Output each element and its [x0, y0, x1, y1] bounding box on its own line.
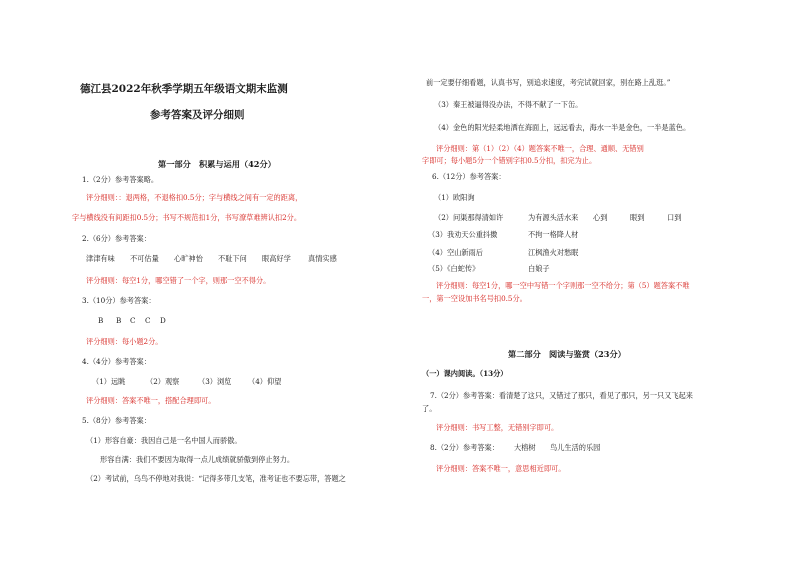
q6-answer-3a: （3）我劝天公重抖擞 [428, 230, 498, 239]
q4-answer-1: （1）远眺 [92, 377, 126, 386]
document-title: 德江县2022年秋季学期五年级语文期末监测 [80, 83, 288, 95]
q4-rule: 评分细则：答案不唯一，搭配合理即可。 [86, 396, 216, 405]
q5-answer-2-continued: 前一定要仔细看题，认真书写，别追求速度，考完试就回家，别在路上乱逛。” [426, 78, 671, 87]
document-subtitle: 参考答案及评分细则 [150, 109, 245, 121]
q5-answer-4: （4）金色的阳光轻柔地洒在海面上，远远看去，海水一半是金色，一半是蓝色。 [434, 123, 691, 132]
q6-answer-3b: 不拘一格降人材 [528, 230, 579, 239]
q6-answer-2a: （2）问渠那得清如许 [434, 213, 504, 222]
q2-word-6: 真情实感 [308, 254, 337, 263]
q4-answer-3: （3）浏览 [198, 377, 232, 386]
q7-line1: 7.（2分）参考答案：看清楚了这只，又错过了那只，看见了那只，另一只又飞起来 [430, 391, 693, 400]
q3-rule: 评分细则：每小题2分。 [86, 337, 163, 346]
q3-answer-4: C [145, 316, 151, 325]
q6-rule-line1: 评分细则：每空1分，哪一空中写错一个字则那一空不给分；第（5）题答案不唯 [436, 281, 690, 290]
q3-answer-5: D [160, 316, 166, 325]
q6-answer-2c: 心到 [593, 213, 608, 222]
q6-answer-5a: （5）《白蛇传》 [428, 264, 480, 273]
q7-rule: 评分细则：书写工整，无错别字即可。 [436, 423, 559, 432]
q3-line: 3.（10分）参考答案： [82, 296, 156, 305]
q5-line: 5.（8分）参考答案： [82, 416, 151, 425]
q2-word-5: 眼高好学 [262, 254, 291, 263]
q6-answer-2d: 眼到 [630, 213, 645, 222]
q6-answer-2b: 为有源头活水来 [528, 213, 579, 222]
part2-heading: 第二部分 阅读与鉴赏（23分） [508, 349, 626, 359]
q5-answer-1: （1）形容自豪：我因自己是一名中国人而骄傲。 [86, 436, 242, 445]
q8-line: 8.（2分）参考答案： [430, 443, 499, 452]
q3-answer-3: C [130, 316, 136, 325]
subsection-heading: （一）课内阅读。（13分） [422, 369, 508, 378]
q5-answer-1b: 形容自满：我们不要因为取得一点儿成绩就骄傲到停止努力。 [100, 455, 295, 464]
part1-heading: 第一部分 积累与运用（42分） [158, 159, 276, 169]
q4-line: 4.（4分）参考答案： [82, 357, 151, 366]
q2-word-4: 不耻下问 [218, 254, 247, 263]
q1-rule-line1: 评分细则：：退两格，不退格扣0.5分；字与横线之间有一定的距离， [86, 193, 303, 202]
q2-word-1: 津津有味 [86, 254, 115, 263]
q8-answer-2: 鸟儿生活的乐园 [550, 443, 601, 452]
q5-rule-line2: 字即可；每小题5分一个错别字扣0.5分扣，扣完为止。 [422, 156, 597, 165]
q7-line2: 了。 [422, 404, 437, 413]
q8-answer-1: 大榕树 [514, 443, 536, 452]
q1-rule-line2: 字与横线没有间距扣0.5分；书写不规范扣1分，书写潦草难辨认扣2分。 [72, 213, 302, 222]
q6-line: 6.（12分）参考答案： [432, 172, 506, 181]
q2-line: 2.（6分）参考答案： [82, 234, 151, 243]
q6-answer-4a: （4）空山新雨后 [428, 248, 483, 257]
q3-answer-2: B [116, 316, 122, 325]
q2-word-3: 心旷神怡 [174, 254, 203, 263]
q8-rule: 评分细则：答案不唯一，意思相近即可。 [436, 464, 566, 473]
q6-answer-5b: 白娘子 [528, 264, 550, 273]
q5-answer-2: （2）考试前，乌鸟不停地对我说：“记得多带几支笔，准考证也不要忘带，答题之 [86, 474, 346, 483]
q5-rule-line1: 评分细则：第（1）（2）（4）题答案不唯一，合理、通顺、无错别 [436, 144, 644, 153]
q6-answer-4b: 江枫渔火对愁眠 [528, 248, 579, 257]
q3-answer-1: B [98, 316, 104, 325]
q4-answer-4: （4）仰望 [248, 377, 282, 386]
q6-rule-line2: 一，第一空设加书名号扣0.5分。 [422, 294, 527, 303]
q6-answer-2e: 口到 [667, 213, 682, 222]
q2-word-2: 不可估量 [130, 254, 159, 263]
q2-rule: 评分细则：每空1分，哪空错了一个字，则那一空不得分。 [86, 276, 271, 285]
q1-line: 1.（2分）参考答案略。 [82, 175, 159, 184]
q5-answer-3: （3）秦王被逼得没办法，不得不献了一下缶。 [434, 100, 583, 109]
q6-answer-1: （1）欧阳询 [434, 193, 475, 202]
q4-answer-2: （2）观察 [146, 377, 180, 386]
